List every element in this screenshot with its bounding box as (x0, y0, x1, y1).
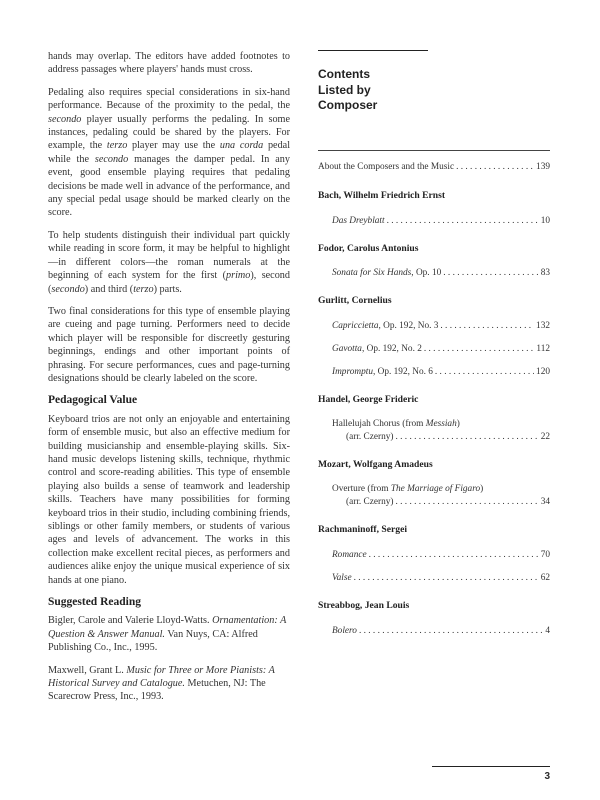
paragraph-highlighting: To help students distinguish their individual part quickly while reading in score form, it may be helpful to highlight—in different colors—the roman numerals at the beginning of each system for the first (primo), second (secondo) and third (terzo) parts. (48, 229, 290, 295)
toc-entry-title-line[interactable]: Overture (from The Marriage of Figaro) (332, 483, 484, 494)
divider (318, 150, 550, 151)
toc-entry-title-line[interactable]: Hallelujah Chorus (from Messiah) (332, 418, 460, 429)
page-number: 3 (544, 771, 550, 782)
reference-maxwell: Maxwell, Grant L. Music for Three or More Pianists: A Historical Survey and Catalogue. Metuchen, NJ: The Scarecrow Press, Inc., 1993. (48, 664, 275, 703)
composer-fodor: Fodor, Carolus Antonius (318, 242, 419, 254)
composer-rachmaninoff: Rachmaninoff, Sergei (318, 523, 407, 535)
toc-entry-about[interactable]: About the Composers and the Music . . . 139 (318, 162, 550, 172)
paragraph-pedagogical: Keyboard trios are not only an enjoyable and entertaining form of ensemble music, but also an effective medium for building musicianship and ensemble-playing skills. Six-hand music develops listening skills, technique, rhythmic control and score-reading abilities. This type of ensemble playing also builds a sense of teamwork and leadership skills. Teachers have many possibilities for forming keyboard trios in their studio, including combining friends, siblings or other family members, or students of various ages and levels of advancement. The works in this collection make excellent recital pieces, as performers and audiences alike enjoy the unique musical experience of six hands at one piano. (48, 413, 290, 586)
paragraph-cueing: Two final considerations for this type of ensemble playing are cueing and page turning. Performers need to decide which player will be responsible for discreetly gesturing beginnings, endings and other important points of phrasing. For secure performances, cues and page-turning designations should be clearly labeled on the score. (48, 305, 290, 384)
reference-bigler: Bigler, Carole and Valerie Lloyd-Watts. Ornamentation: A Question & Answer Manual. Van Nuys, CA: Alfred Publishing Co., Inc., 1995. (48, 615, 287, 654)
toc-entry[interactable]: (arr. Czerny) . . . 34 (318, 497, 550, 507)
composer-streabbog: Streabbog, Jean Louis (318, 599, 410, 611)
toc-entry[interactable]: Valse . . . 62 (318, 573, 550, 583)
divider (318, 50, 428, 51)
toc-entry[interactable]: Gavotta, Op. 192, No. 2 . . . 112 (318, 344, 550, 354)
toc-entry[interactable]: Sonata for Six Hands, Op. 10 . . . 83 (318, 268, 550, 278)
paragraph-pedaling: Pedaling also requires special considerations in six-hand performance. Because of the proximity to the pedal, the secondo player usually performs the pedaling. In some instances, pedaling could be shared by the players. For example, the terzo player may use the una corda pedal while the secondo manages the damper pedal. In any event, good ensemble playing requires that pedaling decisions be made well in advance of the performance, and any special pedal usage should be marked clearly on the score. (48, 86, 291, 219)
composer-handel: Handel, George Frideric (318, 393, 419, 405)
toc-heading: Contents Listed by Composer (318, 67, 378, 112)
composer-bach: Bach, Wilhelm Friedrich Ernst (318, 189, 446, 201)
toc-entry[interactable]: Romance . . . 70 (318, 550, 550, 560)
toc-entry[interactable]: Capriccietta, Op. 192, No. 3 . . . 132 (318, 321, 550, 331)
toc-entry[interactable]: Das Dreyblatt . . . 10 (318, 216, 550, 226)
table-of-contents (318, 50, 550, 636)
body-text-column (48, 50, 290, 713)
composer-mozart: Mozart, Wolfgang Amadeus (318, 458, 433, 470)
composer-gurlitt: Gurlitt, Cornelius (318, 294, 392, 306)
footer-divider (432, 766, 550, 767)
paragraph: hands may overlap. The editors have added footnotes to address passages where players' hands must cross. (48, 51, 290, 76)
toc-entry[interactable]: (arr. Czerny) . . . 22 (318, 432, 550, 442)
toc-entry[interactable]: Bolero . . . 4 (318, 626, 550, 636)
toc-entry[interactable]: Impromptu, Op. 192, No. 6 . . . 120 (318, 367, 550, 377)
section-heading-pedagogical-value: Pedagogical Value (48, 394, 138, 407)
section-heading-suggested-reading: Suggested Reading (48, 596, 141, 609)
